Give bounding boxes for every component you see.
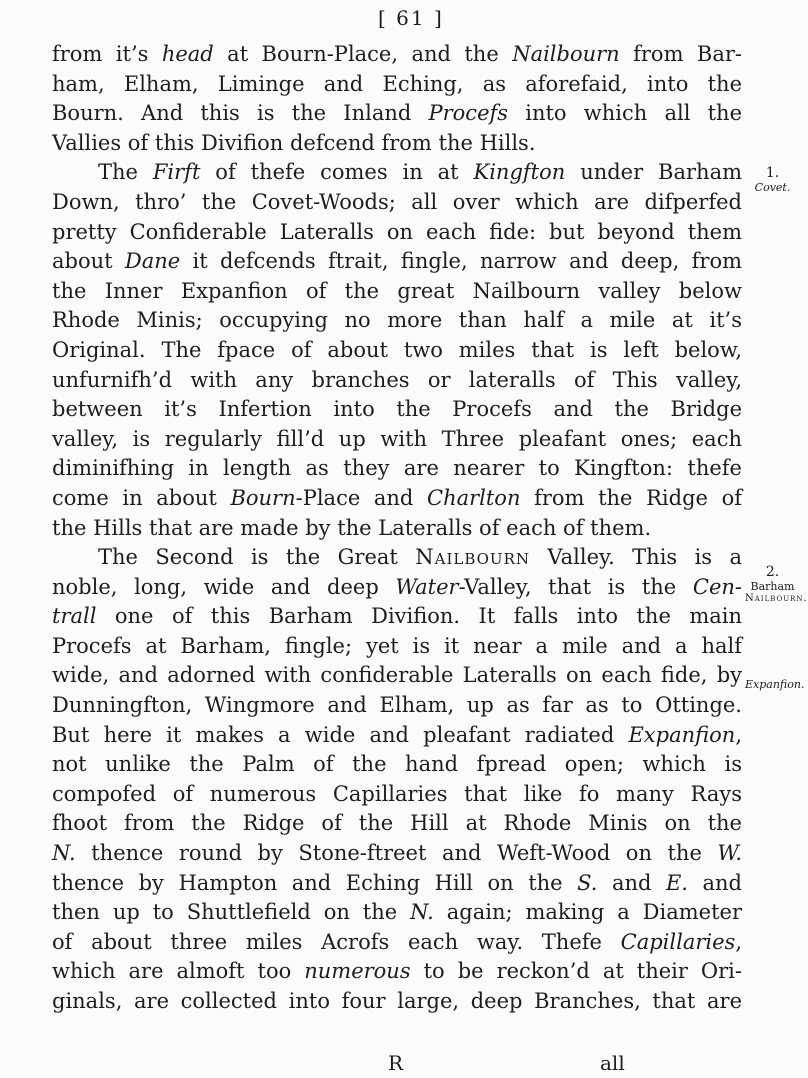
text-line [52,573,742,603]
text-segment: which are almoft too [52,959,305,984]
text-line [52,809,742,839]
text-line [52,40,742,70]
text-segment: trall [52,604,97,629]
text-segment: , [735,722,742,747]
signature-mark: R [388,1051,404,1075]
text-segment: Water [395,574,459,599]
text-segment: under Barham [565,160,742,185]
text-line [52,247,742,277]
margin-note-3 [745,678,805,691]
text-line [52,395,742,425]
text-line [52,602,742,632]
text-segment: noble, long, wide and deep [52,574,396,599]
text-line [52,839,742,869]
text-line [52,188,742,218]
text-segment: N. [52,841,76,866]
text-line [52,336,742,366]
text-segment: Capillaries [620,929,736,954]
text-segment: Dane [124,249,181,274]
text-line [52,218,742,248]
text-segment: Down, thro’ the Covet-Woods; all over which are difperfed [52,189,742,214]
text-segment: between it’s Infertion into the Procefs and the Bridge [52,397,742,422]
text-segment: Vallies of this Divifion defcend from the Hills. [52,130,536,155]
margin-note-1-label: Covet. [754,181,791,194]
text-segment: The Second is the Great [98,545,416,570]
page-number: [ 61 ] [378,6,444,30]
text-segment: to be reckon’d at their Ori- [410,959,742,984]
text-line [52,928,742,958]
text-line [52,158,742,188]
catchword: all [600,1051,625,1075]
text-segment: pretty Confiderable Lateralls on each fide: but beyond them [52,219,742,244]
text-segment: from Bar- [619,42,742,66]
text-segment: wide, and adorned with confiderable Lateralls on each fide, by [52,663,742,688]
margin-note-2-number: 2. [765,564,780,580]
text-segment: from the Ridge of [520,485,742,510]
text-segment: into which all the [508,101,743,126]
text-line [52,543,742,573]
text-segment: ginals, are collected into four large, deep Branches, that are [52,989,742,1013]
text-segment: S. [577,870,598,895]
text-segment: N. [410,900,434,925]
text-line [52,306,742,336]
text-segment: from it’s [52,42,162,66]
text-line [52,869,742,899]
text-segment: Nailbourn [415,545,530,570]
text-segment: and [597,870,666,895]
text-segment: diminifhing in length as they are nearer to Kingfton: thefe [52,456,742,481]
text-segment: the Hills that are made by the Lateralls of each of them. [52,515,652,540]
text-line [52,691,742,721]
text-segment: Nailbourn [512,42,620,66]
text-segment: fhoot from the Ridge of the Hill at Rhode Minis on the [52,811,742,836]
text-line [52,632,742,662]
text-segment: W. [717,841,742,866]
text-segment: numerous [304,959,411,984]
text-segment: Kingfton [473,160,566,185]
text-segment: thence by Hampton and Eching Hill on the [52,870,578,895]
margin-note-2 [745,564,808,604]
text-segment: Firft [152,160,201,185]
text-line [52,898,742,928]
text-segment: then up to Shuttlefield on the [52,900,411,925]
text-segment: , [735,929,742,954]
text-segment: Expanfion [628,722,736,747]
text-segment: Charlton [427,485,521,510]
margin-note-2-line2: Nailbourn. [745,593,808,604]
text-segment: come in about [52,485,231,510]
text-segment: Bourn. And this is the Inland [52,101,429,126]
text-segment: Original. The fpace of about two miles that is left below, [52,337,742,362]
text-line [52,957,742,987]
margin-note-2-line1: Barham [750,580,795,593]
text-segment: -Valley, that is the [458,574,693,599]
text-line [52,750,742,780]
text-line [52,987,742,1017]
text-segment: about [52,249,125,274]
text-segment: one of this Barham Divifion. It falls into the main [96,604,742,629]
text-segment: head [161,42,214,66]
text-line [52,70,742,100]
text-segment: compofed of numerous Capillaries that like fo many Rays [52,781,742,806]
text-segment: Dunningfton, Wingmore and Elham, up as far as to Ottinge. [52,693,742,718]
margin-note-1-number: 1. [765,165,780,181]
text-segment: Procefs at Barham, fingle; yet is it near a mile and a half [52,633,742,658]
body-text [52,40,742,1017]
text-segment: -Place and [295,485,427,510]
text-line [52,514,742,544]
text-segment: not unlike the Palm of the hand fpread open; which is [52,752,742,777]
text-line [52,454,742,484]
text-segment: again; making a Diameter [433,900,742,925]
text-segment: ham, Elham, Liminge and Eching, as aforefaid, into the [52,71,742,96]
text-line [52,277,742,307]
margin-note-1 [745,165,800,194]
text-segment: unfurnifh’d with any branches or lateralls of This valley, [52,367,742,392]
text-segment: But here it makes a wide and pleafant radiated [52,722,629,747]
text-line [52,484,742,514]
text-segment: thence round by Stone-ftreet and Weft-Wood on the [75,841,718,866]
text-segment: the Inner Expanfion of the great Nailbourn valley below [52,278,742,303]
text-segment: Bourn [230,485,296,510]
text-segment: of about three miles Acrofs each way. Thefe [52,929,621,954]
text-line [52,661,742,691]
text-line [52,780,742,810]
text-segment: at Bourn-Place, and the [213,42,513,66]
margin-note-3-label: Expanfion. [745,678,805,691]
text-segment: The [98,160,153,185]
text-segment: of thefe comes in at [200,160,474,185]
text-segment: Rhode Minis; occupying no more than half a mile at it’s [52,308,742,333]
text-line [52,366,742,396]
text-segment: Valley. This is a [530,545,743,570]
text-line [52,721,742,751]
text-line [52,129,742,159]
text-segment: Cen- [692,574,742,599]
text-segment: valley, is regularly fill’d up with Three pleafant ones; each [52,426,742,451]
text-segment: Procefs [428,101,509,126]
text-segment: E. [665,870,688,895]
text-line [52,99,742,129]
text-segment: and [687,870,742,895]
text-line [52,425,742,455]
text-segment: it defcends ftrait, fingle, narrow and deep, from [180,249,742,274]
